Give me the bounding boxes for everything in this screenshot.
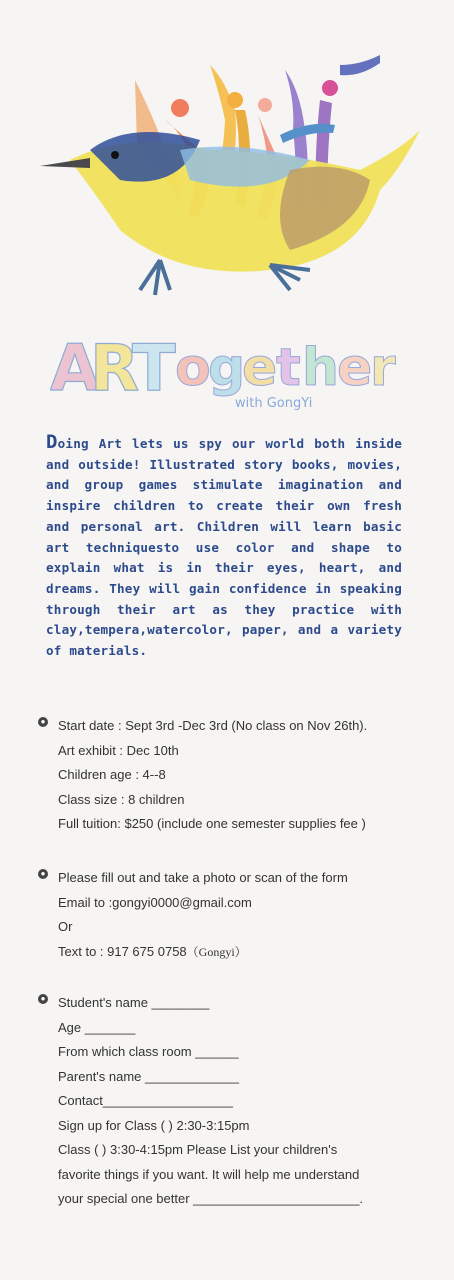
contact-or: Or: [58, 919, 73, 934]
intro-dropcap: D: [46, 431, 58, 453]
svg-text:o: o: [175, 338, 211, 398]
detail-class-size: Class size : 8 children: [58, 791, 185, 807]
intro-text: oing Art lets us spy our world both inside and outside! Illustrated story books, movies, and group games stimulate imagination and inspire children to create their own fresh and personal art. Children will learn basic art techniquesto use color and shape to explain what is in their eyes, heart, and dreams. They will gain confidence in speaking through their art as they practice with clay,tempera,watercolor, paper, and a variety of materials.: [46, 436, 402, 659]
svg-text:g: g: [208, 338, 246, 398]
form-favorites: favorite things if you want. It will help me understand: [58, 1166, 360, 1182]
svg-text:T: T: [132, 332, 176, 406]
contact-text-name: （Gongyi）: [186, 944, 247, 959]
svg-text:R: R: [90, 332, 140, 406]
signup-form: [38, 991, 418, 1212]
svg-text:e: e: [337, 338, 373, 398]
detail-children-age: Children age : 4--8: [58, 767, 166, 782]
form-class-option-1: Sign up for Class ( ) 2:30-3:15pm: [58, 1117, 250, 1133]
contact-instructions: [38, 866, 418, 964]
form-parent-name: Parent's name _____________: [58, 1068, 240, 1084]
form-class-option-2: Class ( ) 3:30-4:15pm Please List your children's: [58, 1142, 338, 1157]
bird-watercolor-illustration: [30, 40, 420, 310]
detail-art-exhibit: Art exhibit : Dec 10th: [58, 742, 179, 758]
contact-email: Email to :gongyi0000@gmail.com: [58, 894, 252, 910]
contact-instruction: Please fill out and take a photo or scan of the form: [58, 870, 348, 885]
svg-text:r: r: [370, 338, 396, 398]
contact-text-number: Text to : 917 675 0758: [58, 943, 187, 959]
form-contact: Contact__________________: [58, 1093, 233, 1108]
svg-text:e: e: [242, 338, 278, 398]
form-class-room: From which class room ______: [58, 1044, 239, 1059]
intro-paragraph: [46, 432, 402, 662]
class-details: [38, 714, 418, 837]
form-student-name: Student's name ________: [58, 995, 210, 1010]
svg-text:h: h: [302, 338, 340, 398]
bullet-icon: ●: [38, 869, 48, 879]
svg-text:A: A: [50, 332, 100, 406]
bullet-icon: ●: [38, 717, 48, 727]
detail-start-date: Start date : Sept 3rd -Dec 3rd (No class on Nov 26th).: [58, 718, 368, 733]
contact-text: [58, 940, 418, 965]
bullet-icon: ●: [38, 994, 48, 1004]
artogether-logo: [50, 315, 410, 415]
detail-tuition: Full tuition: $250 (include one semester supplies fee ): [58, 816, 366, 831]
form-age: Age _______: [58, 1019, 136, 1035]
svg-text:with GongYi: with GongYi: [235, 396, 313, 411]
svg-text:t: t: [276, 338, 301, 398]
form-special: your special one better _______________________.: [58, 1191, 364, 1206]
